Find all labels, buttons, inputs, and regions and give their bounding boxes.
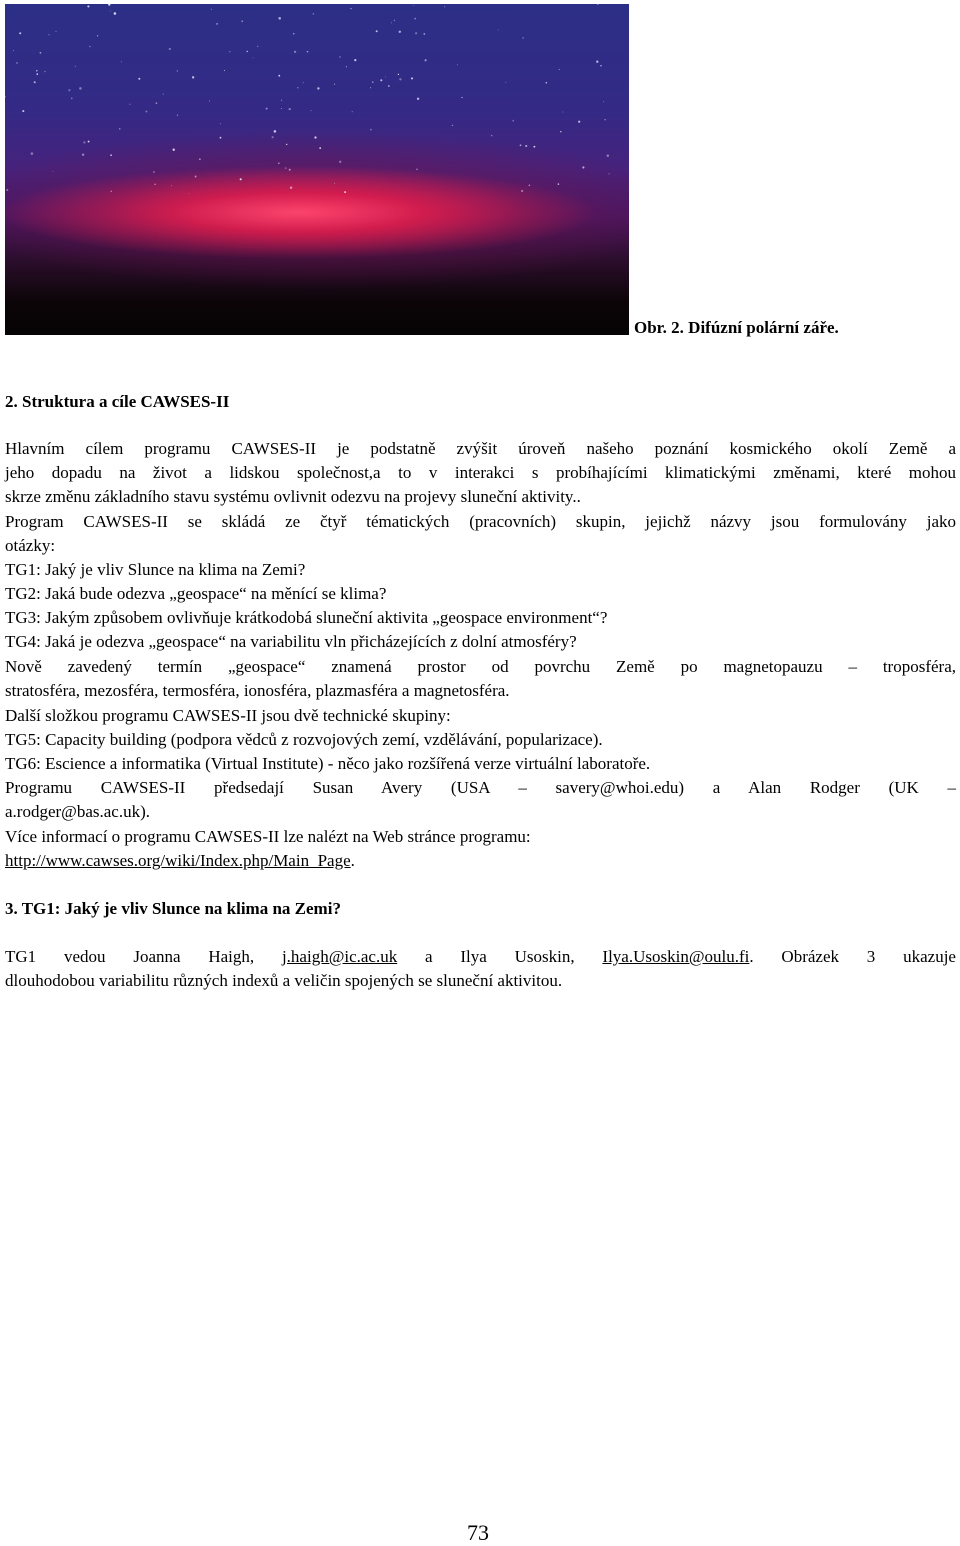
section-heading-2: 2. Struktura a cíle CAWSES-II bbox=[5, 392, 230, 411]
paragraph-line bbox=[5, 945, 956, 969]
tg3-item: TG3: Jakým způsobem ovlivňuje krátkodobá sluneční aktivita „geospace environment“? bbox=[5, 608, 608, 627]
paragraph-line: Více informací o programu CAWSES-II lze nalézt na Web stránce programu: bbox=[5, 827, 531, 846]
paragraph-line: Nově zavedený termín „geospace“ znamená prostor od povrchu Země po magnetopauzu – troposféra, bbox=[5, 657, 956, 676]
paragraph-line: skrze změnu základního stavu systému ovlivnit odezvu na projevy sluneční aktivity.. bbox=[5, 487, 581, 506]
paragraph-line: Další složkou programu CAWSES-II jsou dvě technické skupiny: bbox=[5, 706, 451, 725]
tg1-item: TG1: Jaký je vliv Slunce na klima na Zemi? bbox=[5, 560, 306, 579]
tg6-item: TG6: Escience a informatika (Virtual Institute) - něco jako rozšířená verze virtuální laboratoře. bbox=[5, 754, 651, 773]
paragraph-line: otázky: bbox=[5, 536, 56, 555]
cawses-link[interactable]: http://www.cawses.org/wiki/Index.php/Main_Page bbox=[5, 851, 351, 870]
section-heading-3: 3. TG1: Jaký je vliv Slunce na klima na Zemi? bbox=[5, 899, 341, 918]
link-suffix: . bbox=[350, 851, 355, 870]
paragraph-line: Program CAWSES-II se skládá ze čtyř tématických (pracovních) skupin, jejichž názvy jsou formulovány jako bbox=[5, 512, 956, 531]
tg4-item: TG4: Jaká je odezva „geospace“ na variabilitu vln přicházejících z dolní atmosféry? bbox=[5, 632, 577, 651]
aurora-photo bbox=[5, 4, 629, 335]
paragraph-line: Programu CAWSES-II předsedají Susan Avery (USA – savery@whoi.edu) a Alan Rodger (UK – bbox=[5, 778, 956, 797]
paragraph-line: jeho dopadu na život a lidskou společnost,a to v interakci s probíhajícími klimatickými změnami, které mohou bbox=[5, 463, 956, 482]
paragraph-line: Hlavním cílem programu CAWSES-II je podstatně zvýšit úroveň našeho poznání kosmického okolí Země a bbox=[5, 439, 956, 458]
tg2-item: TG2: Jaká bude odezva „geospace“ na měnící se klima? bbox=[5, 584, 387, 603]
text-span: . Obrázek 3 ukazuje bbox=[749, 947, 956, 966]
text-span: a Ilya Usoskin, bbox=[397, 947, 603, 966]
page-number: 73 bbox=[467, 1520, 489, 1545]
paragraph-line: dlouhodobou variabilitu různých indexů a veličin spojených se sluneční aktivitou. bbox=[5, 971, 563, 990]
link-line bbox=[5, 849, 956, 873]
tg5-item: TG5: Capacity building (podpora vědců z rozvojových zemí, vzdělávání, popularizace). bbox=[5, 730, 603, 749]
haigh-email-link[interactable]: j.haigh@ic.ac.uk bbox=[281, 947, 398, 966]
paragraph-line: a.rodger@bas.ac.uk). bbox=[5, 802, 150, 821]
star-field bbox=[5, 4, 629, 335]
figure-caption: Obr. 2. Difúzní polární záře. bbox=[634, 318, 839, 337]
usoskin-email-link[interactable]: Ilya.Usoskin@oulu.fi bbox=[602, 947, 750, 966]
paragraph-line: stratosféra, mezosféra, termosféra, ionosféra, plazmasféra a magnetosféra. bbox=[5, 681, 510, 700]
text-span: TG1 vedou Joanna Haigh, bbox=[5, 947, 282, 966]
